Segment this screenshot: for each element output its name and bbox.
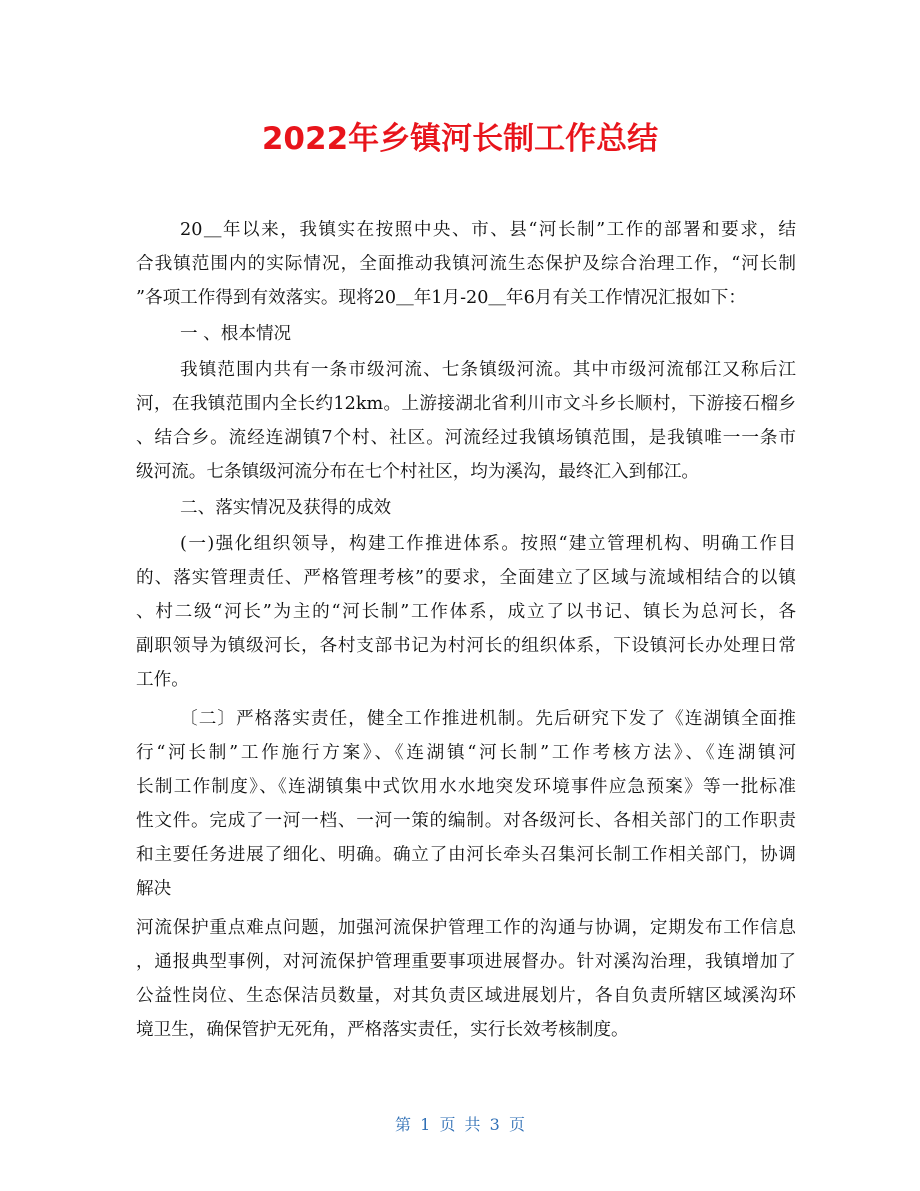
page-label-mid: 页 bbox=[439, 1115, 456, 1134]
paragraph-line: 20＿年以来，我镇实在按照中央、市、县“河长制”工作的部署和要求，结 bbox=[180, 220, 796, 240]
document-title: 2022年乡镇河长制工作总结 bbox=[261, 121, 659, 157]
paragraph-line: 境卫生，确保管护无死角，严格落实责任，实行长效考核制度。 bbox=[136, 1020, 629, 1040]
paragraph-line: 解决 bbox=[136, 879, 172, 899]
paragraph-line: 合我镇范围内的实际情况，全面推动我镇河流生态保护及综合治理工作，“河长制 bbox=[136, 254, 796, 274]
total-pages: 3 bbox=[489, 1115, 500, 1134]
paragraph-line: 〔二〕严格落实责任，健全工作推进机制。先后研究下发了《连湖镇全面推 bbox=[180, 709, 796, 729]
paragraph-line: 性文件。完成了一河一档、一河一策的编制。对各级河长、各相关部门的工作职责 bbox=[136, 811, 796, 831]
paragraph-line: 长制工作制度》、《连湖镇集中式饮用水水地突发环境事件应急预案》等一批标准 bbox=[136, 777, 796, 797]
paragraph-line: 和主要任务进展了细化、明确。确立了由河长牵头召集河长制工作相关部门，协调 bbox=[136, 845, 796, 865]
section-heading: 一 、根本情况 bbox=[180, 324, 292, 344]
paragraph-line: 公益性岗位、生态保洁员数量，对其负责区域进展划片，各自负责所辖区域溪沟环 bbox=[136, 986, 796, 1006]
paragraph-line: 河流保护重点难点问题，加强河流保护管理工作的沟通与协调，定期发布工作信息 bbox=[136, 918, 796, 938]
page-footer bbox=[0, 1114, 920, 1136]
paragraph-line: 级河流。七条镇级河流分布在七个村社区，均为溪沟，最终汇入到郁江。 bbox=[136, 462, 700, 482]
paragraph-line: 行“河长制”工作施行方案》、《连湖镇“河长制”工作考核方法》、《连湖镇河 bbox=[136, 743, 796, 763]
page-number: 1 bbox=[420, 1115, 431, 1134]
paragraph-line: (一)强化组织领导，构建工作推进体系。按照“建立管理机构、明确工作目 bbox=[180, 534, 796, 554]
section-heading: 二、落实情况及获得的成效 bbox=[180, 498, 392, 518]
total-suffix: 页 bbox=[508, 1115, 525, 1134]
paragraph-line: 、结合乡。流经连湖镇7个村、社区。河流经过我镇场镇范围，是我镇唯一一条市 bbox=[136, 428, 796, 448]
paragraph-line: ”各项工作得到有效落实。现将20＿年1月-20＿年6月有关工作情况汇报如下： bbox=[136, 288, 746, 308]
paragraph-line: 我镇范围内共有一条市级河流、七条镇级河流。其中市级河流郁江又称后江 bbox=[180, 360, 796, 380]
total-prefix: 共 bbox=[464, 1115, 481, 1134]
paragraph-line: ，通报典型事例，对河流保护管理重要事项进展督办。针对溪沟治理，我镇增加了 bbox=[136, 952, 796, 972]
paragraph-line: 副职领导为镇级河长，各村支部书记为村河长的组织体系，下设镇河长办处理日常 bbox=[136, 636, 796, 656]
paragraph-line: 工作。 bbox=[136, 670, 189, 690]
page-label-prefix: 第 bbox=[395, 1115, 412, 1134]
paragraph-line: 、村二级“河长”为主的“河长制”工作体系，成立了以书记、镇长为总河长，各 bbox=[136, 602, 796, 622]
paragraph-line: 的、落实管理责任、严格管理考核”的要求，全面建立了区域与流域相结合的以镇 bbox=[136, 568, 796, 588]
paragraph-line: 河，在我镇范围内全长约12km。上游接湖北省利川市文斗乡长顺村，下游接石榴乡 bbox=[136, 394, 796, 414]
